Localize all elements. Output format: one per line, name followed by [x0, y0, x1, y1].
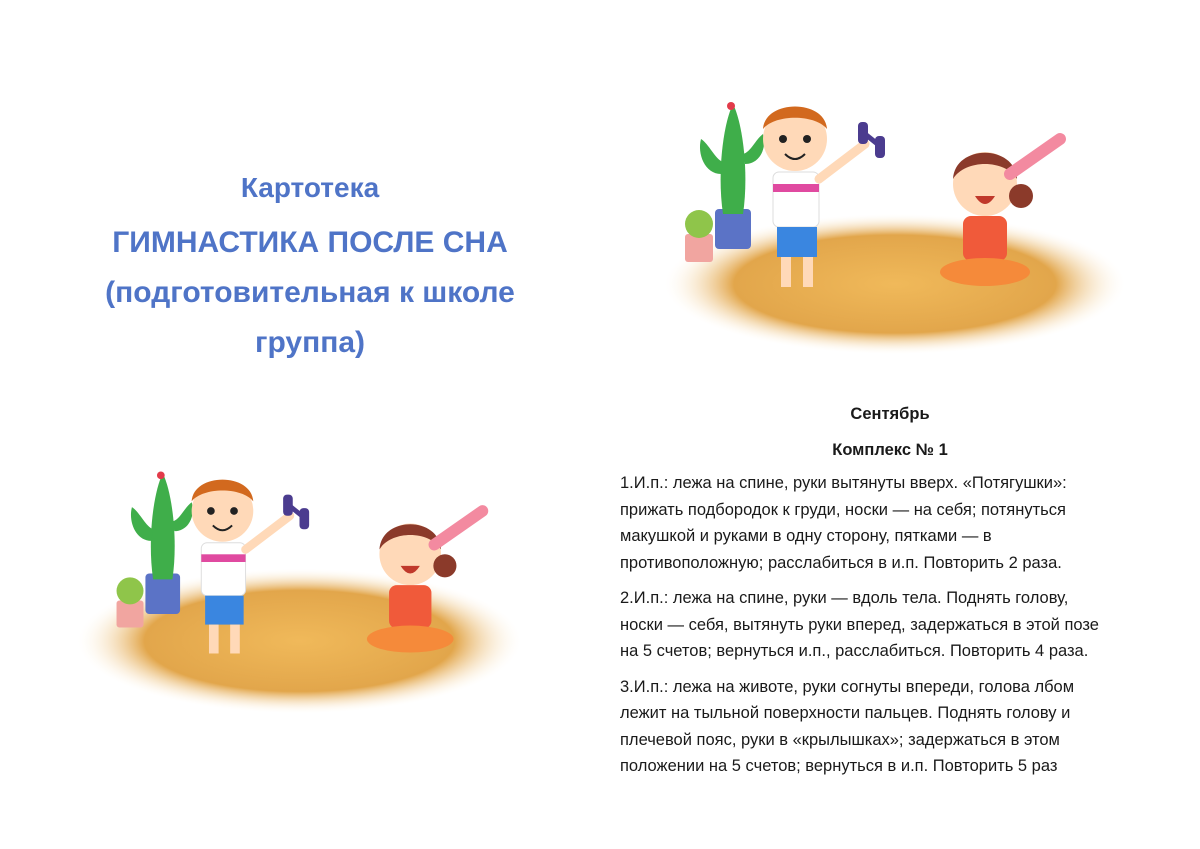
exercise-item: [620, 674, 1160, 780]
exercise-line: положении на 5 счетов; вернуться в и.п. Повторить 5 раз: [620, 757, 1058, 775]
exercise-line: прижать подбородок к груди, носки — на себя; потянуться: [620, 500, 1066, 519]
complex-heading: Комплекс № 1: [832, 441, 948, 459]
small-cactus-icon: [117, 577, 144, 627]
exercise-section: [620, 402, 1160, 789]
title-kartoteka: Картотека: [240, 172, 380, 203]
exercise-line: носки — себя, вытянуть руки вперед, задержаться в этой позе: [620, 615, 1099, 634]
month-heading: Сентябрь: [850, 405, 930, 423]
exercise-line: лежит на тыльной поверхности пальцев. Поднять голову и: [620, 704, 1071, 722]
exercise-item: [620, 470, 1160, 576]
cover-title: [60, 168, 560, 368]
kids-exercise-illustration-bottom: [72, 458, 527, 718]
small-cactus-icon: [685, 210, 713, 262]
exercise-line: плечевой пояс, руки в «крылышках»; задержаться в этом: [620, 730, 1060, 749]
title-subtitle-line2: группа): [254, 326, 366, 359]
exercise-line: 2.И.п.: лежа на спине, руки — вдоль тела. Поднять голову,: [620, 589, 1069, 607]
kids-exercise-illustration-top: [660, 84, 1130, 354]
exercise-line: противоположную; расслабиться в и.п. Повторить 2 раза.: [620, 553, 1062, 572]
title-subtitle-line1: (подготовительная к школе: [105, 276, 515, 309]
exercise-line: 3.И.п.: лежа на животе, руки согнуты впереди, голова лбом: [620, 677, 1075, 696]
exercise-item: [620, 585, 1160, 665]
exercise-line: 1.И.п.: лежа на спине, руки вытянуты вверх. «Потягушки»:: [620, 474, 1067, 492]
exercise-line: макушкой и руками в одну сторону, пятками — в: [620, 527, 992, 545]
wooden-floor: [78, 569, 521, 713]
title-main: ГИМНАСТИКА ПОСЛЕ СНА: [112, 226, 508, 259]
exercise-line: на 5 счетов; вернуться и.п., расслабиться. Повторить 4 раза.: [620, 642, 1089, 660]
